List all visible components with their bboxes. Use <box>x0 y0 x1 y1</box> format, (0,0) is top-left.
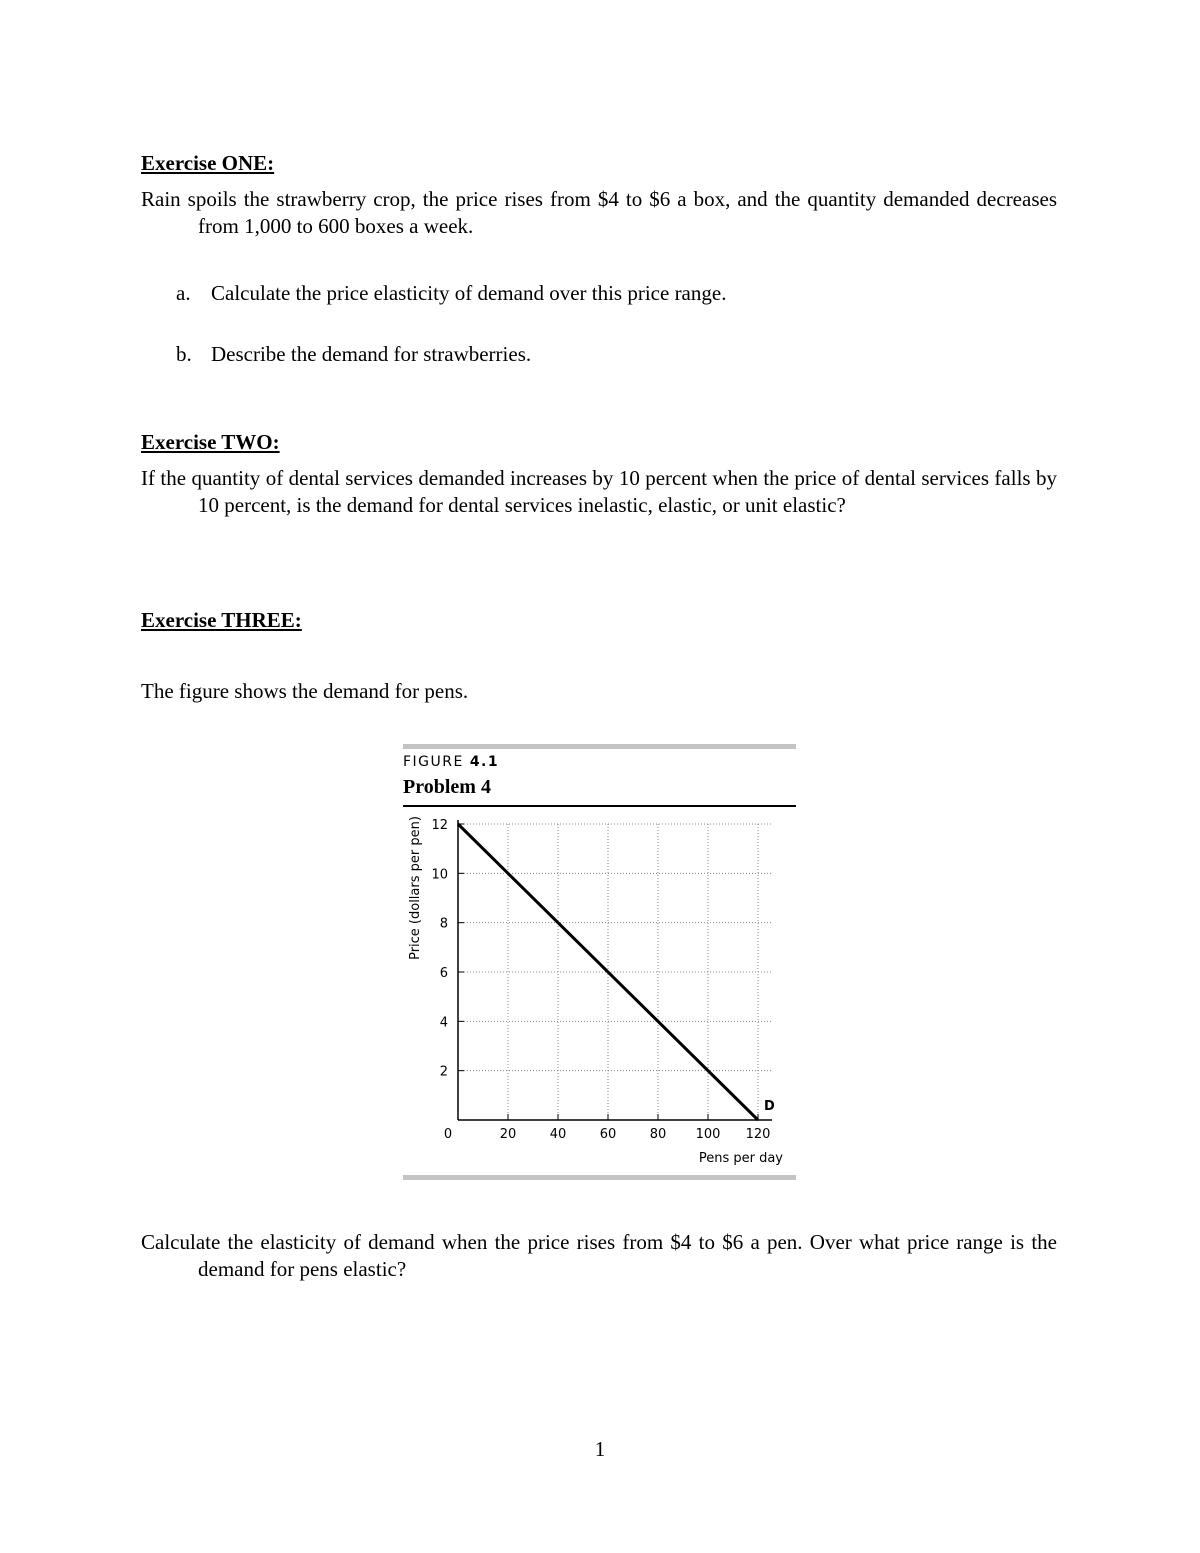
exercise-three-heading: Exercise THREE: <box>141 608 302 632</box>
figure-4-1 <box>403 744 796 1184</box>
exercise-three-question: Calculate the elasticity of demand when the price rises from $4 to $6 a pen. Over what price range is the demand for pens elastic? <box>141 1230 1057 1281</box>
page-number: 1 <box>594 1437 606 1461</box>
tick-labels <box>431 818 770 1142</box>
x-tick-label: 0 <box>443 1127 453 1142</box>
y-tick-label: 6 <box>439 966 448 981</box>
item-marker: a. <box>176 281 191 305</box>
exercise-three-intro: The figure shows the demand for pens. <box>141 679 469 703</box>
series-label-d: D <box>764 1099 775 1114</box>
demand-chart <box>403 744 796 1175</box>
y-tick-label: 2 <box>439 1064 448 1080</box>
y-tick-label: 4 <box>439 1015 448 1031</box>
figure-label-number: 4.1 <box>469 754 500 770</box>
x-tick-label: 60 <box>599 1127 617 1142</box>
exercise-one-item-a <box>176 281 726 306</box>
exercise-two-heading: Exercise TWO: <box>141 430 280 454</box>
x-tick-label: 120 <box>745 1127 771 1142</box>
item-marker: b. <box>176 342 192 366</box>
exercise-two-text: If the quantity of dental services demanded increases by 10 percent when the price of dental services falls by 10 percent, is the demand for dental services inelastic, elastic, or unit elastic? <box>141 466 1057 517</box>
exercise-one-heading: Exercise ONE: <box>141 151 275 175</box>
x-tick-label: 20 <box>499 1127 517 1142</box>
x-tick-label: 80 <box>649 1127 667 1142</box>
y-tick-label: 12 <box>431 818 448 833</box>
series-layer <box>458 824 775 1120</box>
item-text: Describe the demand for strawberries. <box>211 342 532 366</box>
x-tick-label: 100 <box>695 1127 721 1142</box>
y-axis-label: Price (dollars per pen) <box>408 816 423 960</box>
item-text: Calculate the price elasticity of demand over this price range. <box>211 281 727 305</box>
x-tick-label: 40 <box>549 1127 567 1142</box>
y-tick-label: 10 <box>431 867 448 883</box>
figure-label-prefix: FIGURE <box>403 754 464 770</box>
x-axis-label: Pens per day <box>698 1151 783 1166</box>
y-tick-label: 8 <box>439 916 448 932</box>
axes <box>458 820 772 1120</box>
exercise-one-item-b <box>176 342 531 367</box>
figure-bottom-rule <box>403 1175 796 1180</box>
exercise-one-text: Rain spoils the strawberry crop, the price rises from $4 to $6 a box, and the quantity demanded decreases from 1,000 to 600 boxes a week. <box>141 187 1057 238</box>
figure-title: Problem 4 <box>403 776 491 798</box>
